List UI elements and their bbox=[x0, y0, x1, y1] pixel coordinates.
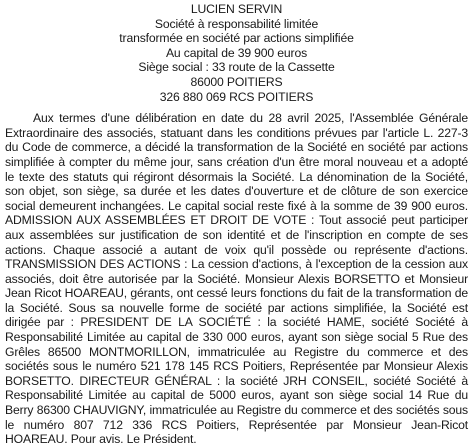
company-capital: Au capital de 39 900 euros bbox=[165, 45, 308, 60]
company-transformation: transformée en société par actions simplifiée bbox=[119, 31, 354, 46]
company-name: LUCIEN SERVIN bbox=[190, 2, 283, 16]
company-header bbox=[5, 2, 468, 104]
company-address: Siège social : 33 route de la Cassette bbox=[138, 60, 335, 75]
company-city: 86000 POITIERS bbox=[190, 74, 283, 89]
company-legal-form: Société à responsabilité limitée bbox=[154, 16, 319, 31]
company-registration: 326 880 069 RCS POITIERS bbox=[159, 89, 314, 104]
notice-body: Aux termes d'une délibération en date du 28 avril 2025, l'Assemblée Générale Extraordinaire des associés, statuant dans les conditions prévues par l'article L. 227-3 du Code de commerce, a décidé la transformation de la Société en société par actions simplifiée à compter du même jour, sans création d'un être moral nouveau et a adopté le texte des statuts qui régiront désormais la Société. La dénomination de la Société, son objet, son siège, sa durée et les dates d'ouverture et de clôture de son exercice social demeurent inchangées. Le capital social reste fixé à la somme de 39 900 euros. ADMISSION AUX ASSEMBLÉES ET DROIT DE VOTE : Tout associé peut participer aux assemblées sur justification de son identité et de l'inscription en compte de ses actions. Chaque associé a autant de voix qu'il possède ou représente d'actions. TRANSMISSION DES ACTIONS : La cession d'actions, à l'exception de la cession aux associés, doit être autorisée par la Société. Monsieur Alexis BORSETTO et Monsieur Jean Ricot HOAREAU, gérants, ont cessé leurs fonctions du fait de la transformation de la Société. Sous sa nouvelle forme de société par actions simplifiée, la Société est dirigée par : PRESIDENT DE LA SOCIÉTÉ : la société HAME, société Société à Responsabilité Limitée au capital de 330 000 euros, ayant son siège social 5 Rue des Grêles 86500 MONTMORILLON, immatriculée au Registre du commerce et des sociétés sous le numéro 521 178 145 RCS Poitiers, Représentée par Monsieur Alexis BORSETTO. DIRECTEUR GÉNÉRAL : la société JRH CONSEIL, société Société à Responsabilité Limitée au capital de 5000 euros, ayant son siège social 14 Rue du Berry 86300 CHAUVIGNY, immatriculée au Registre du commerce et des sociétés sous le numéro 807 712 336 RCS Poitiers, Représentée par Monsieur Jean-Ricot HOAREAU. Pour avis. Le Président. bbox=[5, 111, 468, 447]
